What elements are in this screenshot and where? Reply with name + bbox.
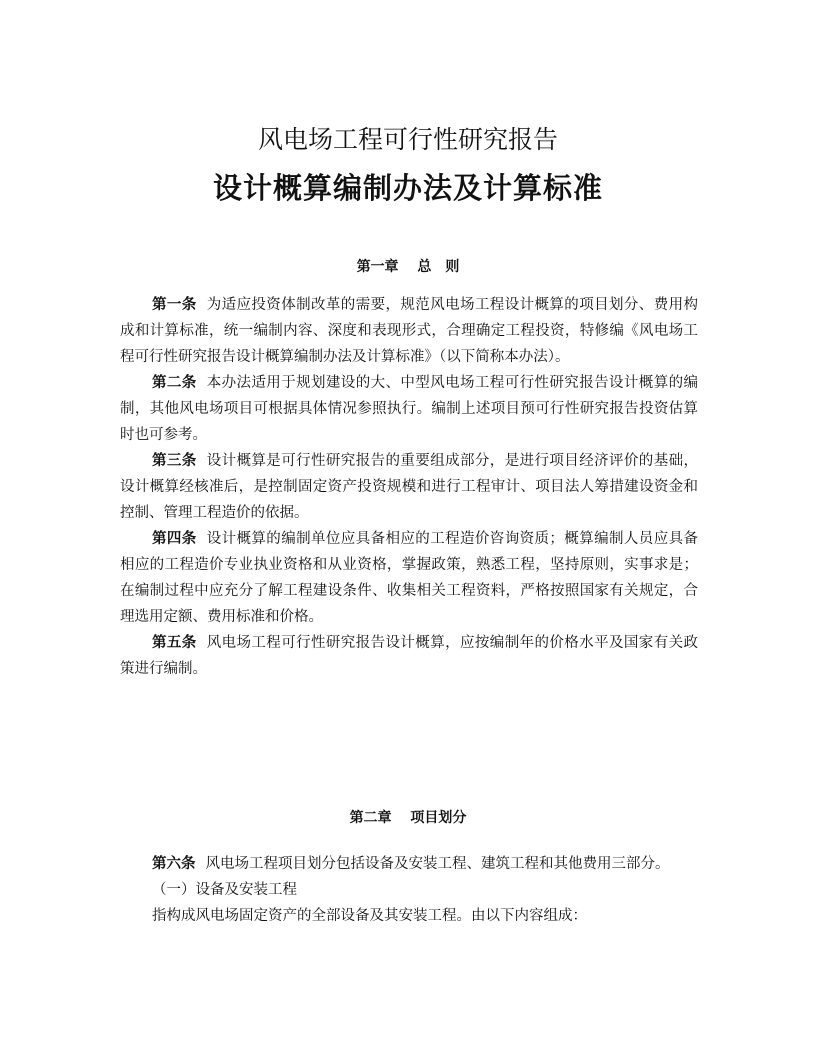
document-subtitle: 设计概算编制办法及计算标准 [212, 171, 603, 205]
article-4 [120, 526, 698, 630]
article-text: 设计概算是可行性研究报告的重要组成部分，是进行项目经济评价的基础，设计概算经核准后，是控制固定资产投资规模和进行工程审计、项目法人筹措建设资金和控制、管理工程造价的依据。 [120, 453, 699, 521]
chapter-1-heading: 第一章 总 则 [356, 259, 460, 275]
article-3 [120, 448, 698, 526]
chapter-2-heading: 第二章 项目划分 [349, 810, 467, 826]
article-label: 第二条 [152, 374, 197, 391]
article-text: 为适应投资体制改革的需要，规范风电场工程设计概算的项目划分、费用构成和计算标准，统一编制内容、深度和表现形式，合理确定工程投资，特修编《风电场工程可行性研究报告设计概算编制办法及计算标准》（以下简称本办法）。 [120, 297, 699, 365]
subsection-description: 指构成风电场固定资产的全部设备及其安装工程。由以下内容组成： [152, 908, 587, 924]
article-label: 第三条 [152, 452, 197, 469]
chapter-2-body [120, 851, 698, 929]
article-2 [120, 370, 698, 448]
article-label: 第四条 [152, 530, 197, 547]
article-1 [120, 292, 698, 370]
article-text: 设计概算的编制单位应具备相应的工程造价咨询资质；概算编制人员应具备相应的工程造价专业执业资格和从业资格，掌握政策，熟悉工程，坚持原则，实事求是；在编制过程中应充分了解工程建设条件、收集相关工程资料，严格按照国家有关规定，合理选用定额、费用标准和价格。 [120, 531, 699, 625]
subsection-heading: （一）设备及安装工程 [152, 882, 297, 898]
article-5 [120, 630, 698, 682]
chapter-1-body [120, 292, 698, 682]
article-label: 第一条 [152, 296, 197, 313]
article-text: 风电场工程项目划分包括设备及安装工程、建筑工程和其他费用三部分。 [205, 856, 670, 872]
article-label: 第六条 [152, 855, 196, 872]
article-label: 第五条 [152, 634, 197, 651]
article-text: 风电场工程可行性研究报告设计概算，应按编制年的价格水平及国家有关政策进行编制。 [120, 635, 699, 677]
article-6 [120, 851, 698, 877]
document-title: 风电场工程可行性研究报告 [257, 125, 558, 154]
article-text: 本办法适用于规划建设的大、中型风电场工程可行性研究报告设计概算的编制，其他风电场项目可根据具体情况参照执行。编制上述项目预可行性研究报告投资估算时也可参考。 [120, 375, 699, 443]
